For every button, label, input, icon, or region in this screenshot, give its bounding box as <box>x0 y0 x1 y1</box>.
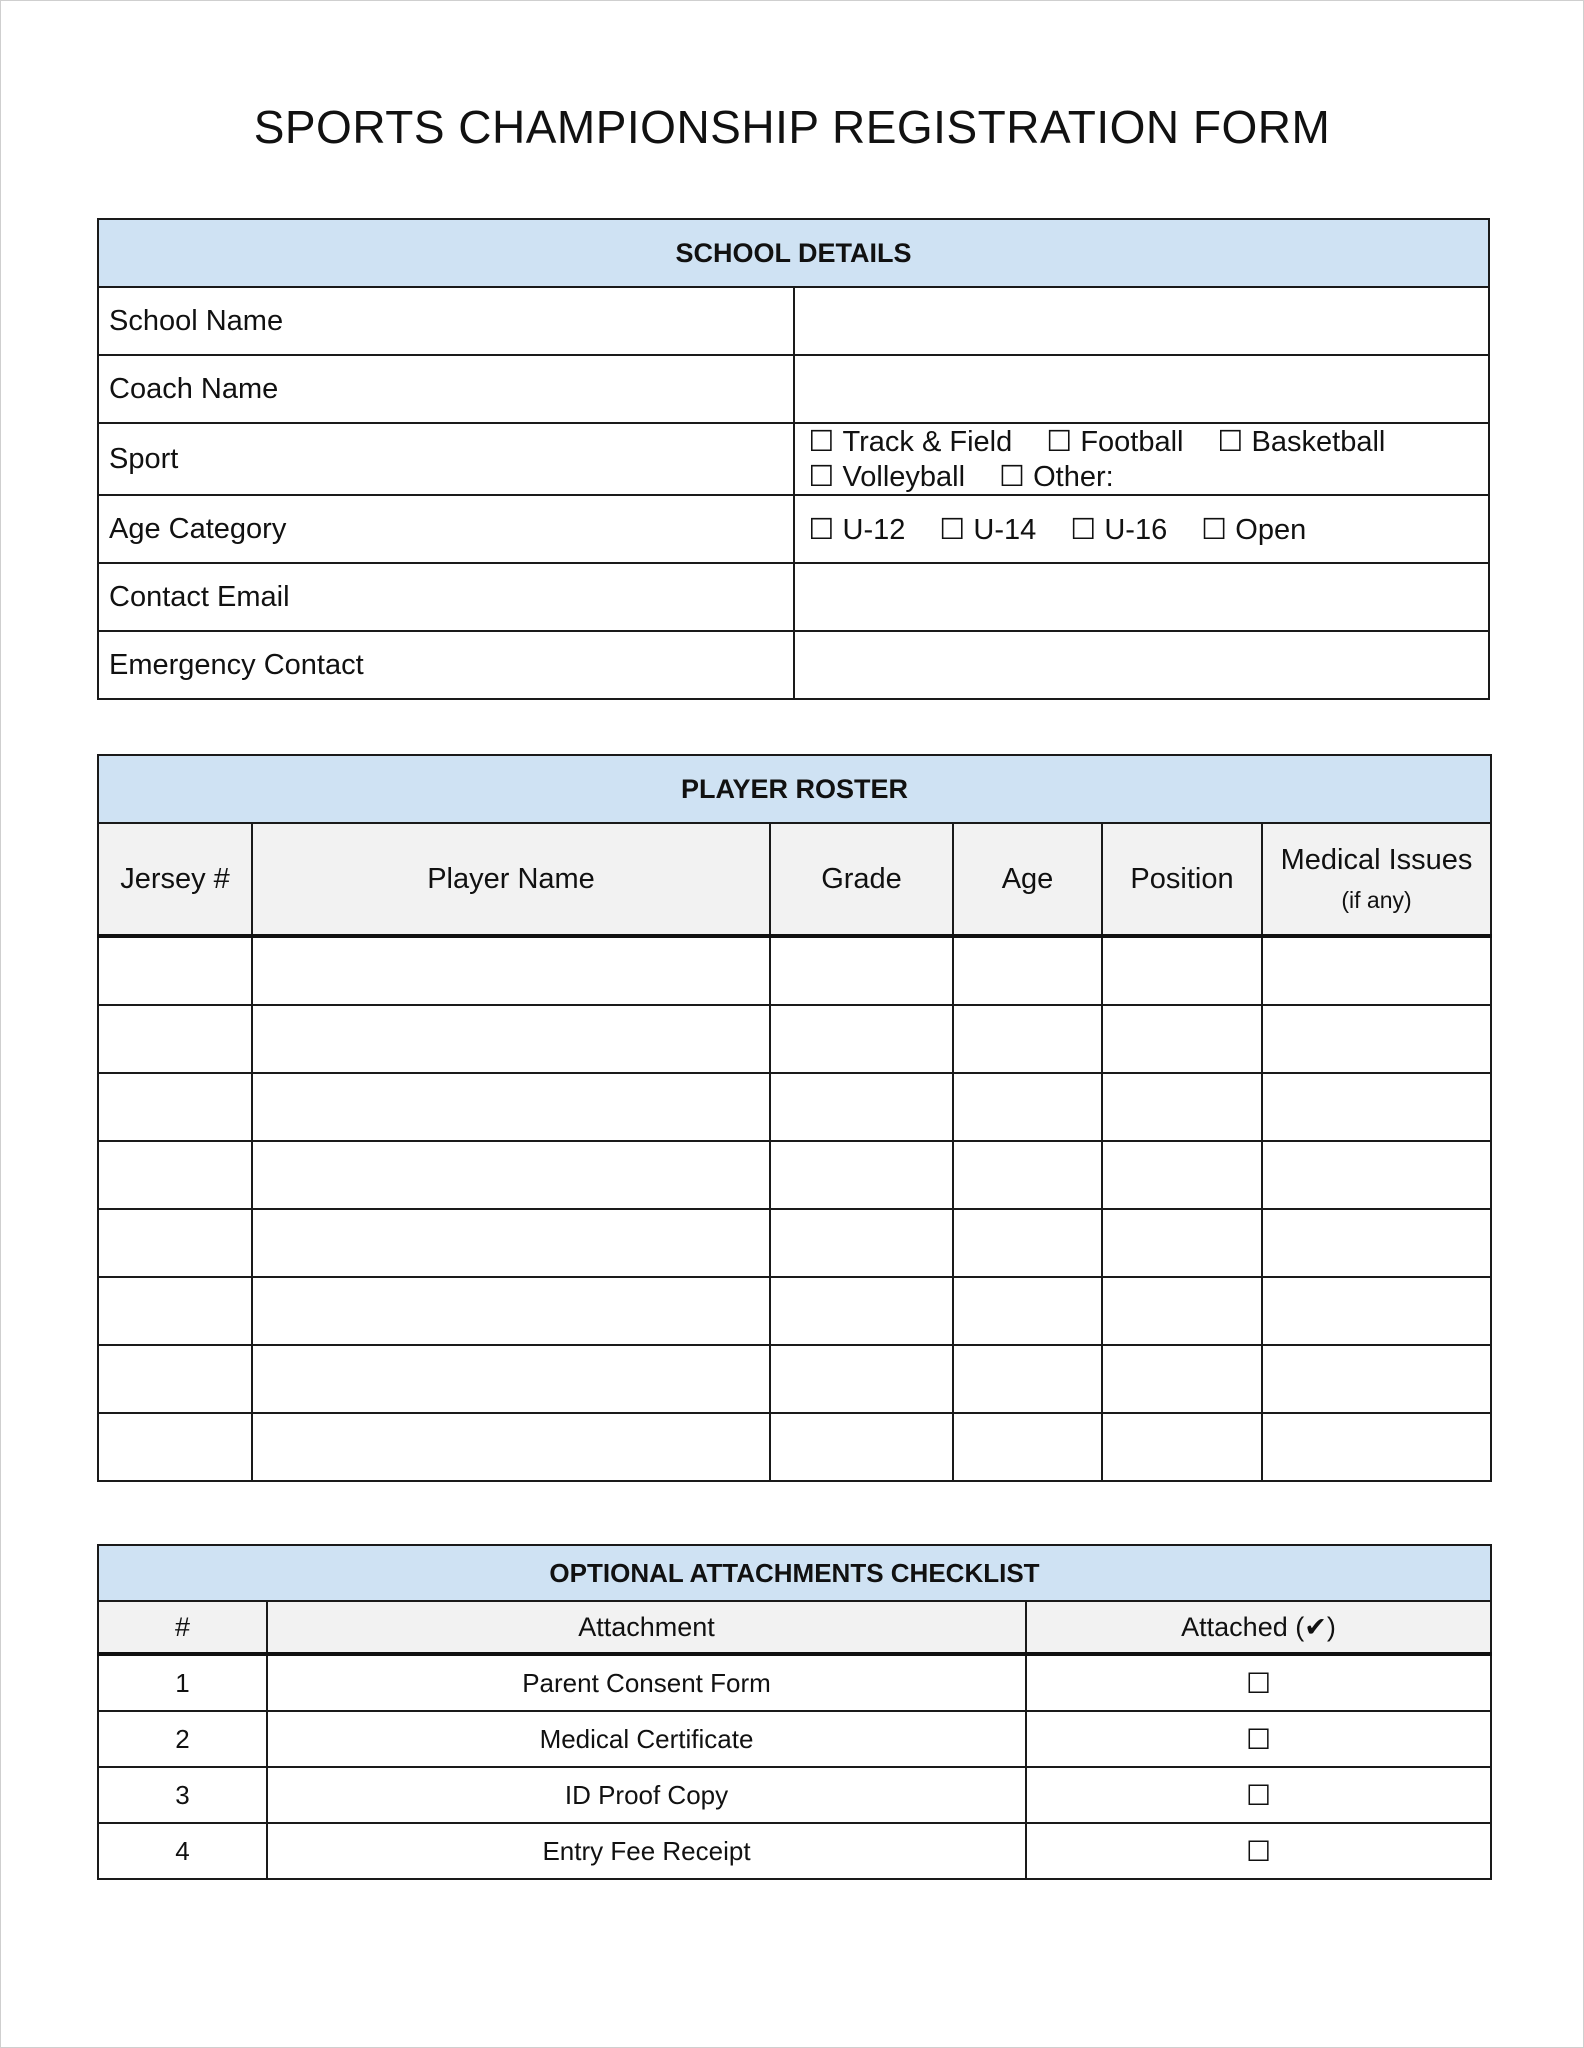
player-name-cell[interactable] <box>252 1005 770 1073</box>
table-row <box>98 1073 1491 1141</box>
jersey-cell[interactable] <box>98 936 252 1005</box>
jersey-cell[interactable] <box>98 1277 252 1345</box>
grade-cell[interactable] <box>770 1209 953 1277</box>
grade-cell[interactable] <box>770 1005 953 1073</box>
player-roster-heading: PLAYER ROSTER <box>98 755 1491 823</box>
attachment-number: 1 <box>98 1654 267 1711</box>
player-name-cell[interactable] <box>252 1413 770 1481</box>
school-name-field[interactable] <box>794 287 1490 355</box>
age-category-label: Age Category <box>98 495 794 563</box>
sport-option-other[interactable] <box>999 459 1114 494</box>
sport-option-volleyball[interactable] <box>809 459 966 494</box>
grade-cell[interactable] <box>770 1141 953 1209</box>
attachments-table <box>97 1544 1492 1880</box>
attachment-name: Parent Consent Form <box>267 1654 1026 1711</box>
school-details-table <box>97 218 1490 700</box>
medical-cell[interactable] <box>1262 1277 1491 1345</box>
column-header-jersey: Jersey # <box>98 823 252 936</box>
table-row <box>98 936 1491 1005</box>
player-name-cell[interactable] <box>252 1073 770 1141</box>
attachment-number: 2 <box>98 1711 267 1767</box>
age-option-u12[interactable] <box>809 512 906 547</box>
position-cell[interactable] <box>1102 1073 1262 1141</box>
table-row <box>98 1711 1491 1767</box>
checkbox-icon[interactable]: ☐ <box>999 461 1026 493</box>
player-name-cell[interactable] <box>252 1209 770 1277</box>
sport-option-track-field[interactable] <box>809 424 1013 459</box>
grade-cell[interactable] <box>770 936 953 1005</box>
medical-issues-sublabel: (if any) <box>1341 887 1412 913</box>
column-header-medical-issues <box>1262 823 1491 936</box>
checkbox-icon[interactable]: ☐ <box>939 513 966 546</box>
position-cell[interactable] <box>1102 936 1262 1005</box>
table-row <box>98 1209 1491 1277</box>
attachment-number: 4 <box>98 1823 267 1879</box>
emergency-contact-field[interactable] <box>794 631 1490 699</box>
grade-cell[interactable] <box>770 1277 953 1345</box>
medical-cell[interactable] <box>1262 936 1491 1005</box>
table-row <box>98 1767 1491 1823</box>
attached-checkbox-icon[interactable]: ☐ <box>1026 1823 1491 1879</box>
attachment-name: Medical Certificate <box>267 1711 1026 1767</box>
column-header-attached: Attached (✔) <box>1026 1601 1491 1654</box>
checkbox-icon[interactable]: ☐ <box>1201 513 1228 546</box>
table-row <box>98 1823 1491 1879</box>
age-cell[interactable] <box>953 1005 1102 1073</box>
checkbox-icon[interactable]: ☐ <box>808 513 835 546</box>
checkbox-icon[interactable]: ☐ <box>1070 513 1097 546</box>
sport-option-football[interactable] <box>1046 424 1183 459</box>
jersey-cell[interactable] <box>98 1345 252 1413</box>
position-cell[interactable] <box>1102 1345 1262 1413</box>
age-option-open[interactable] <box>1201 512 1306 547</box>
roster-body <box>98 936 1491 1481</box>
school-details-heading: SCHOOL DETAILS <box>98 219 1489 287</box>
player-name-cell[interactable] <box>252 1277 770 1345</box>
sport-option-label: Other: <box>1033 461 1114 493</box>
age-option-label: U-16 <box>1104 513 1168 546</box>
school-name-label: School Name <box>98 287 794 355</box>
medical-issues-label: Medical Issues <box>1280 844 1473 876</box>
attachment-name: Entry Fee Receipt <box>267 1823 1026 1879</box>
age-option-u14[interactable] <box>939 512 1036 547</box>
attached-checkbox-icon[interactable]: ☐ <box>1026 1654 1491 1711</box>
jersey-cell[interactable] <box>98 1141 252 1209</box>
jersey-cell[interactable] <box>98 1005 252 1073</box>
emergency-contact-label: Emergency Contact <box>98 631 794 699</box>
grade-cell[interactable] <box>770 1073 953 1141</box>
jersey-cell[interactable] <box>98 1413 252 1481</box>
column-header-age: Age <box>953 823 1102 936</box>
sport-option-label: Volleyball <box>842 461 966 493</box>
age-option-label: Open <box>1235 513 1307 546</box>
age-cell[interactable] <box>953 1209 1102 1277</box>
contact-email-field[interactable] <box>794 563 1490 631</box>
column-header-attachment: Attachment <box>267 1601 1026 1654</box>
attachment-name: ID Proof Copy <box>267 1767 1026 1823</box>
medical-cell[interactable] <box>1262 1005 1491 1073</box>
attached-checkbox-icon[interactable]: ☐ <box>1026 1711 1491 1767</box>
medical-cell[interactable] <box>1262 1209 1491 1277</box>
medical-cell[interactable] <box>1262 1345 1491 1413</box>
checkbox-icon[interactable]: ☐ <box>1046 426 1073 458</box>
position-cell[interactable] <box>1102 1413 1262 1481</box>
table-row <box>98 1005 1491 1073</box>
sport-label: Sport <box>98 423 794 495</box>
age-cell[interactable] <box>953 1073 1102 1141</box>
sport-option-basketball[interactable] <box>1218 424 1386 459</box>
checkbox-icon[interactable]: ☐ <box>808 461 835 493</box>
sport-option-label: Track & Field <box>842 426 1013 458</box>
age-option-u16[interactable] <box>1070 512 1167 547</box>
column-header-grade: Grade <box>770 823 953 936</box>
player-name-cell[interactable] <box>252 1345 770 1413</box>
position-cell[interactable] <box>1102 1141 1262 1209</box>
player-roster-table <box>97 754 1492 1482</box>
checkbox-icon[interactable]: ☐ <box>1217 426 1244 458</box>
age-option-label: U-14 <box>973 513 1037 546</box>
column-header-position: Position <box>1102 823 1262 936</box>
position-cell[interactable] <box>1102 1209 1262 1277</box>
position-cell[interactable] <box>1102 1005 1262 1073</box>
player-name-cell[interactable] <box>252 1141 770 1209</box>
attachment-number: 3 <box>98 1767 267 1823</box>
contact-email-label: Contact Email <box>98 563 794 631</box>
table-row <box>98 1345 1491 1413</box>
medical-cell[interactable] <box>1262 1141 1491 1209</box>
age-cell[interactable] <box>953 1345 1102 1413</box>
attachments-heading: OPTIONAL ATTACHMENTS CHECKLIST <box>98 1545 1491 1601</box>
table-row <box>98 1277 1491 1345</box>
table-row <box>98 1141 1491 1209</box>
jersey-cell[interactable] <box>98 1073 252 1141</box>
grade-cell[interactable] <box>770 1345 953 1413</box>
attached-checkbox-icon[interactable]: ☐ <box>1026 1767 1491 1823</box>
player-name-cell[interactable] <box>252 936 770 1005</box>
age-cell[interactable] <box>953 1141 1102 1209</box>
sport-option-label: Football <box>1080 426 1184 458</box>
table-row <box>98 1413 1491 1481</box>
medical-cell[interactable] <box>1262 1073 1491 1141</box>
form-title: SPORTS CHAMPIONSHIP REGISTRATION FORM <box>253 101 1331 153</box>
column-header-player-name: Player Name <box>252 823 770 936</box>
coach-name-field[interactable] <box>794 355 1490 423</box>
table-row <box>98 1654 1491 1711</box>
jersey-cell[interactable] <box>98 1209 252 1277</box>
age-category-options <box>794 495 1490 563</box>
age-cell[interactable] <box>953 1277 1102 1345</box>
age-cell[interactable] <box>953 936 1102 1005</box>
age-cell[interactable] <box>953 1413 1102 1481</box>
grade-cell[interactable] <box>770 1413 953 1481</box>
column-header-number: # <box>98 1601 267 1654</box>
sport-options <box>794 423 1490 495</box>
sport-option-label: Basketball <box>1251 426 1386 458</box>
age-option-label: U-12 <box>842 513 906 546</box>
position-cell[interactable] <box>1102 1277 1262 1345</box>
medical-cell[interactable] <box>1262 1413 1491 1481</box>
coach-name-label: Coach Name <box>98 355 794 423</box>
checkbox-icon[interactable]: ☐ <box>808 426 835 458</box>
